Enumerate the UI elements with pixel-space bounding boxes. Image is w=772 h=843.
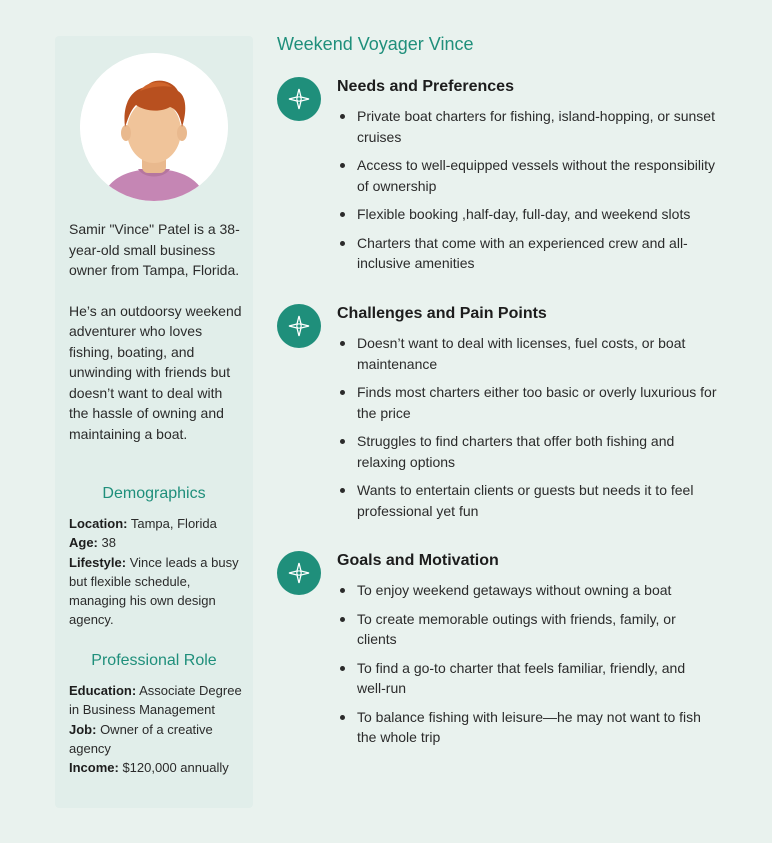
section-title: Challenges and Pain Points	[337, 305, 547, 322]
demographics-label: Location:	[69, 516, 128, 531]
demographics-item	[69, 553, 245, 630]
list-item: To balance fishing with leisure—he may not want to fish the whole trip	[337, 707, 717, 748]
section-title: Needs and Preferences	[337, 78, 514, 95]
demographics-heading: Demographics	[102, 485, 206, 502]
bio-paragraph: He’s an outdoorsy weekend adventurer who loves fishing, boating, and unwinding with friends but doesn’t want to deal with the hassle of owning and maintaining a boat.	[69, 302, 242, 442]
bio-paragraph: Samir "Vince" Patel is a 38-year-old small business owner from Tampa, Florida.	[69, 221, 240, 278]
persona-sidebar	[55, 36, 253, 808]
compass-icon	[277, 551, 321, 595]
challenges-list	[337, 333, 717, 529]
list-item: To enjoy weekend getaways without owning a boat	[337, 580, 717, 601]
list-item: Finds most charters either too basic or overly luxurious for the price	[337, 382, 717, 423]
compass-icon	[277, 77, 321, 121]
demographics-label: Lifestyle:	[69, 554, 127, 570]
list-item: Wants to entertain clients or guests but needs it to feel professional yet fun	[337, 480, 717, 521]
professional-item	[69, 758, 245, 777]
professional-role-list	[69, 681, 245, 777]
professional-value: Owner of a creative agency	[69, 721, 213, 756]
professional-item	[69, 681, 245, 720]
demographics-value: 38	[97, 535, 116, 551]
demographics-value: Tampa, Florida	[127, 516, 217, 531]
demographics-list	[69, 514, 245, 630]
list-item: To create memorable outings with friends, family, or clients	[337, 609, 717, 650]
demographics-label: Age:	[69, 535, 98, 551]
list-item: Struggles to find charters that offer both fishing and relaxing options	[337, 431, 717, 472]
bio	[69, 219, 245, 464]
professional-role-heading: Professional Role	[91, 652, 217, 669]
professional-label: Job:	[69, 721, 97, 737]
goals-list	[337, 580, 717, 756]
list-item: To find a go-to charter that feels familiar, friendly, and well-run	[337, 658, 717, 699]
list-item: Doesn’t want to deal with licenses, fuel costs, or boat maintenance	[337, 333, 717, 374]
demographics-value: Vince leads a busy but flexible schedule, managing his own design agency.	[69, 554, 239, 628]
list-item: Flexible booking ,half-day, full-day, and weekend slots	[337, 204, 717, 225]
list-item: Access to well-equipped vessels without the responsibility of ownership	[337, 155, 717, 196]
professional-item	[69, 720, 245, 759]
demographics-item	[69, 533, 245, 552]
compass-icon	[277, 304, 321, 348]
list-item: Charters that come with an experienced crew and all-inclusive amenities	[337, 233, 717, 274]
needs-list	[337, 106, 717, 282]
demographics-item	[69, 514, 245, 533]
persona-title: Weekend Voyager Vince	[277, 34, 474, 54]
section-title: Goals and Motivation	[337, 552, 499, 569]
professional-value: Associate Degree in Business Management	[69, 683, 242, 718]
list-item: Private boat charters for fishing, island-hopping, or sunset cruises	[337, 106, 717, 147]
professional-label: Education:	[69, 683, 137, 698]
person-avatar-icon	[80, 53, 228, 201]
avatar	[80, 53, 228, 201]
professional-label: Income:	[69, 760, 119, 776]
professional-value: $120,000 annually	[118, 760, 229, 776]
